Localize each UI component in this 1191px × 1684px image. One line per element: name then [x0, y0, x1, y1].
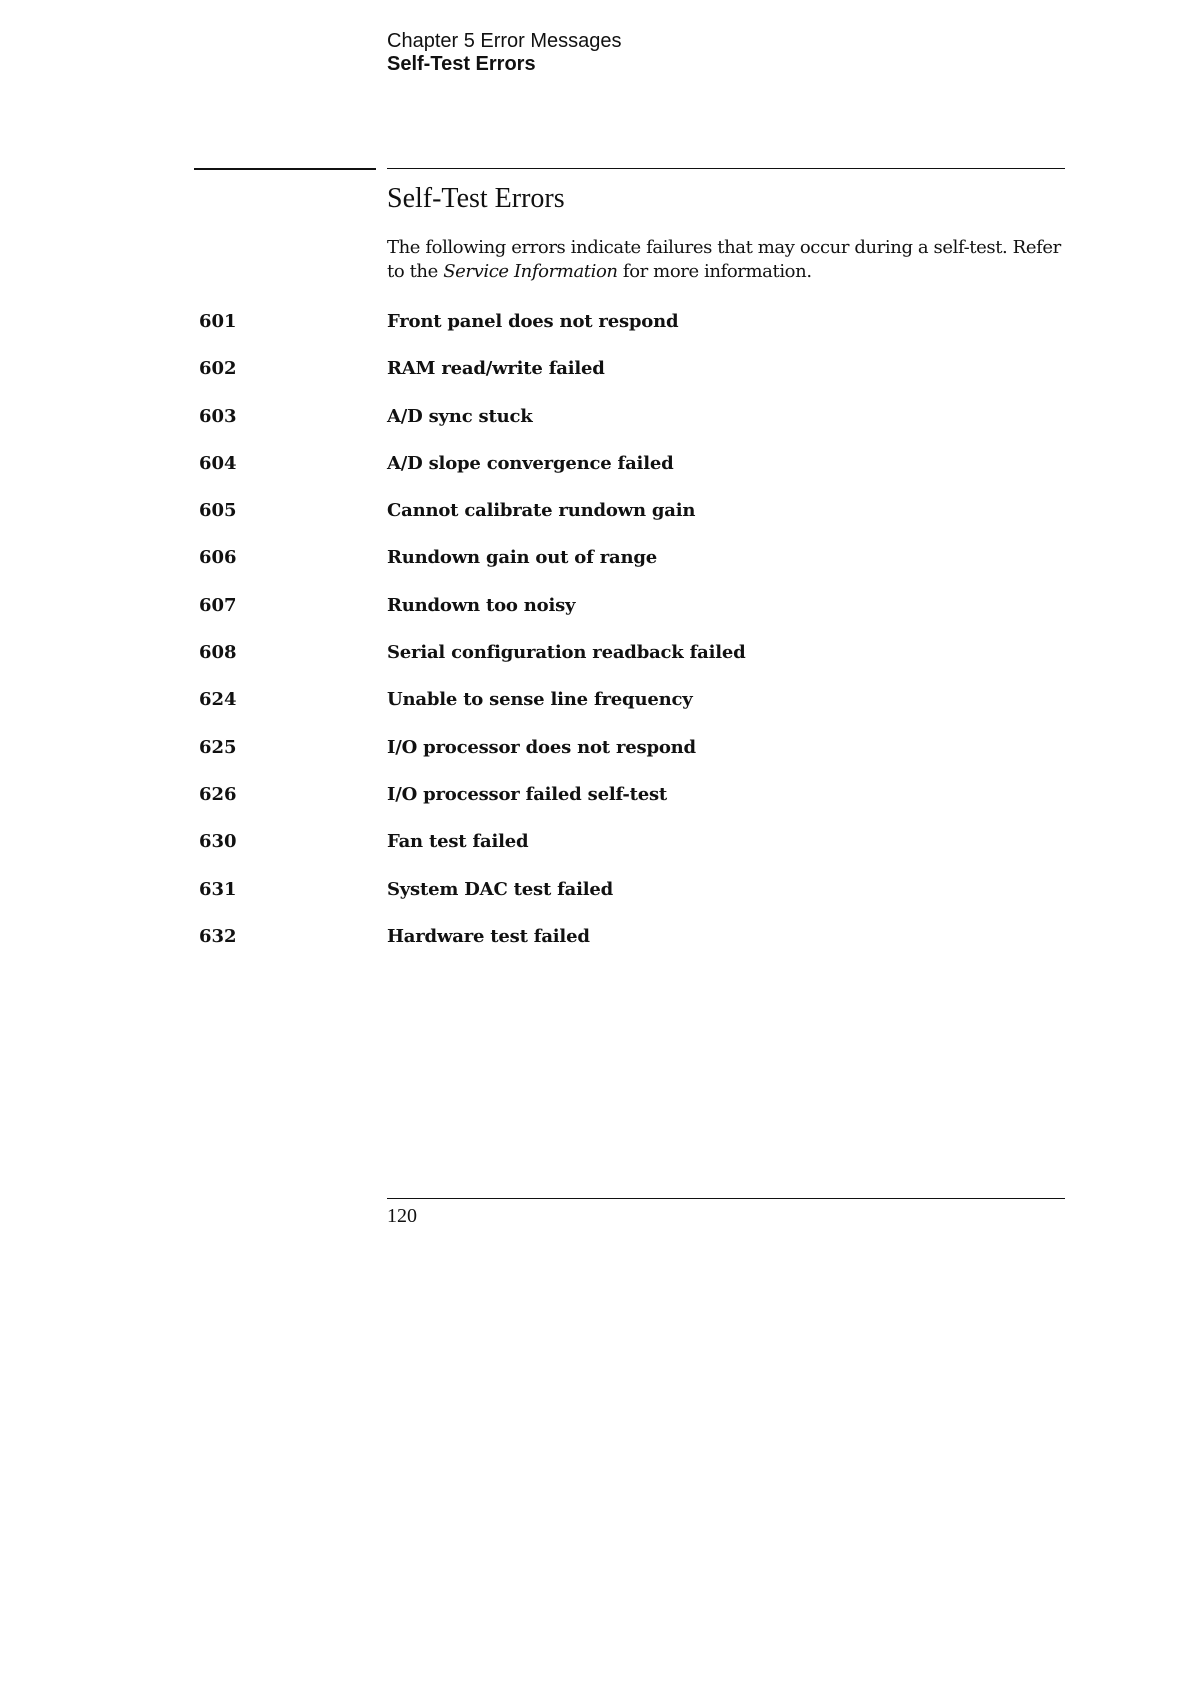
error-message: Rundown gain out of range	[387, 547, 657, 569]
error-row	[0, 877, 1191, 924]
error-message: Front panel does not respond	[387, 311, 679, 332]
error-message: I/O processor failed self-test	[387, 783, 668, 805]
error-row	[0, 545, 1191, 592]
error-message: Fan test failed	[387, 831, 529, 853]
error-row	[0, 498, 1191, 545]
margin-rule	[194, 168, 376, 170]
intro-text-before: The following errors indicate failures that may occur during a self-test. Refer to the	[387, 237, 1061, 282]
error-message: I/O processor does not respond	[387, 736, 696, 758]
error-row	[0, 782, 1191, 829]
error-code: 603	[199, 405, 237, 427]
content-rule	[387, 168, 1065, 169]
error-row	[0, 829, 1191, 876]
chapter-label: Chapter 5 Error Messages	[387, 30, 622, 52]
error-row	[0, 356, 1191, 403]
error-message: RAM read/write failed	[387, 358, 605, 380]
intro-text-after: for more information.	[617, 261, 812, 282]
error-code: 601	[199, 311, 237, 332]
intro-emphasis: Service Information	[443, 261, 618, 282]
error-message: Cannot calibrate rundown gain	[387, 500, 696, 522]
error-code: 632	[199, 925, 237, 947]
error-row	[0, 687, 1191, 734]
running-header	[387, 30, 622, 76]
page-title: Self-Test Errors	[387, 183, 565, 214]
error-message: A/D slope convergence failed	[387, 452, 674, 474]
error-code: 608	[199, 642, 237, 664]
error-message: Unable to sense line frequency	[387, 689, 693, 711]
error-row	[0, 451, 1191, 498]
error-message: System DAC test failed	[387, 878, 614, 900]
error-row	[0, 640, 1191, 687]
error-row	[0, 404, 1191, 451]
error-list	[0, 309, 1191, 971]
page-number: 120	[387, 1205, 417, 1227]
section-label: Self-Test Errors	[387, 53, 536, 75]
error-code: 630	[199, 831, 237, 853]
intro-paragraph	[387, 236, 1077, 284]
error-row	[0, 924, 1191, 971]
error-code: 602	[199, 358, 237, 380]
error-message: Serial configuration readback failed	[387, 642, 746, 664]
error-code: 625	[199, 736, 237, 758]
error-code: 631	[199, 878, 237, 900]
error-code: 624	[199, 689, 237, 711]
error-code: 606	[199, 547, 237, 569]
error-code: 626	[199, 783, 237, 805]
error-code: 605	[199, 500, 237, 522]
error-message: Hardware test failed	[387, 925, 590, 947]
error-message: Rundown too noisy	[387, 594, 576, 616]
error-row	[0, 309, 1191, 356]
error-message: A/D sync stuck	[387, 405, 533, 427]
error-row	[0, 593, 1191, 640]
error-row	[0, 735, 1191, 782]
error-code: 604	[199, 452, 237, 474]
footer-rule	[387, 1198, 1065, 1199]
error-code: 607	[199, 594, 237, 616]
